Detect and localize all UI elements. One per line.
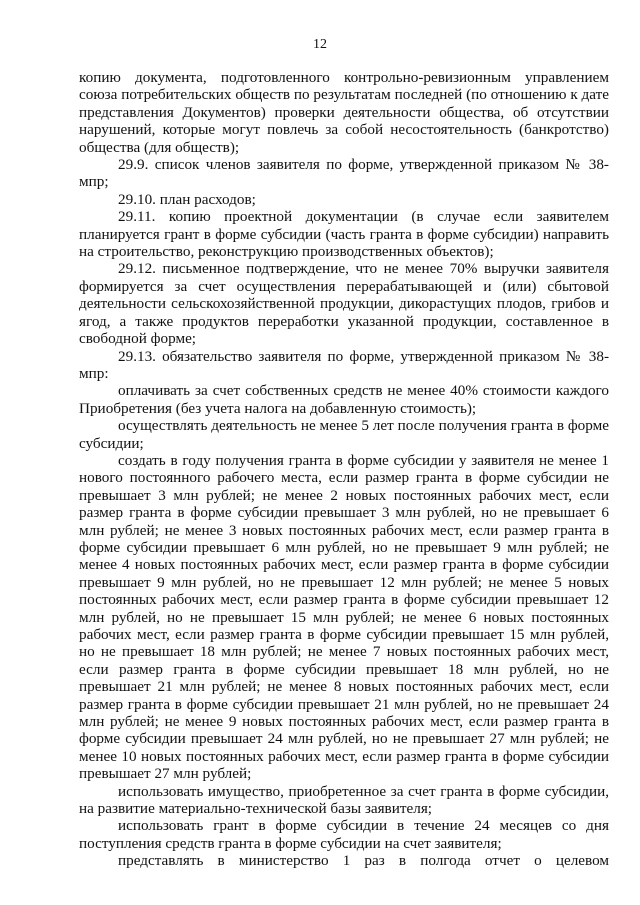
paragraph-29-9: 29.9. список членов заявителя по форме, утвержденной приказом № 38-мпр; [79,156,609,191]
obligation-report: представлять в министерство 1 раз в полгода отчет о целевом [118,852,609,870]
obligation-use-grant: использовать грант в форме субсидии в течение 24 месяцев со дня поступления средств гранта в форме субсидии на счет заявителя; [79,817,609,852]
page-number: 12 [313,37,327,52]
obligation-own-funds: оплачивать за счет собственных средств не менее 40% стоимости каждого Приобретения (без учета налога на добавленную стоимость); [79,382,609,417]
paragraph-document-copy: копию документа, подготовленного контрольно-ревизионным управлением союза потребительских обществ по результатам последней (по отношению к дате представления Документов) проверки деятельности общества, об отсутствии нарушений, которые могут повлечь за собой несостоятельность (банкротство) общества (для обществ); [79,69,609,156]
obligation-activity-period: осуществлять деятельность не менее 5 лет после получения гранта в форме субсидии; [79,417,609,452]
obligation-create-jobs: создать в году получения гранта в форме субсидии у заявителя не менее 1 нового постоянного рабочего места, если размер гранта в форме субсидии не превышает 3 млн рублей; не менее 2 новых постоянных рабочих мест, если размер гранта в форме субсидии превышает 3 млн рублей, но не превышает 6 млн рублей; не менее 3 новых постоянных рабочих мест, если размер гранта в форме субсидии превышает 6 млн рублей, но не превышает 9 млн рублей; не менее 4 новых постоянных рабочих мест, если размер гранта в форме субсидии превышает 9 млн рублей, но не превышает 12 млн рублей; не менее 5 новых постоянных рабочих мест, если размер гранта в форме субсидии превышает 12 млн рублей, но не превышает 15 млн рублей; не менее 6 новых постоянных рабочих мест, если размер гранта в форме субсидии превышает 15 млн рублей, но не превышает 18 млн рублей; не менее 7 новых постоянных рабочих мест, если размер гранта в форме субсидии превышает 18 млн рублей, но не превышает 21 млн рублей; не менее 8 новых постоянных рабочих мест, если размер гранта в форме субсидии превышает 21 млн рублей, но не превышает 24 млн рублей; не менее 9 новых постоянных рабочих мест, если размер гранта в форме субсидии превышает 24 млн рублей, но не превышает 27 млн рублей; не менее 10 новых постоянных рабочих мест, если размер гранта в форме субсидии превышает 27 млн рублей; [79,451,609,783]
paragraph-29-10: 29.10. план расходов; [118,190,256,208]
document-body [79,69,609,870]
paragraph-29-13: 29.13. обязательство заявителя по форме, утвержденной приказом № 38-мпр: [79,347,609,382]
paragraph-29-11: 29.11. копию проектной документации (в случае если заявителем планируется грант в форме субсидии (часть гранта в форме субсидии) направить на строительство, реконструкцию производственных объектов); [79,208,609,261]
paragraph-29-12: 29.12. письменное подтверждение, что не менее 70% выручки заявителя формируется за счет осуществления перерабатывающей и (или) сбытовой деятельности сельскохозяйственной продукции, дикорастущих плодов, грибов и ягод, а также продуктов переработки указанной продукции, составленное в свободной форме; [79,260,609,348]
obligation-use-property: использовать имущество, приобретенное за счет гранта в форме субсидии, на развитие материально-технической базы заявителя; [79,782,609,818]
